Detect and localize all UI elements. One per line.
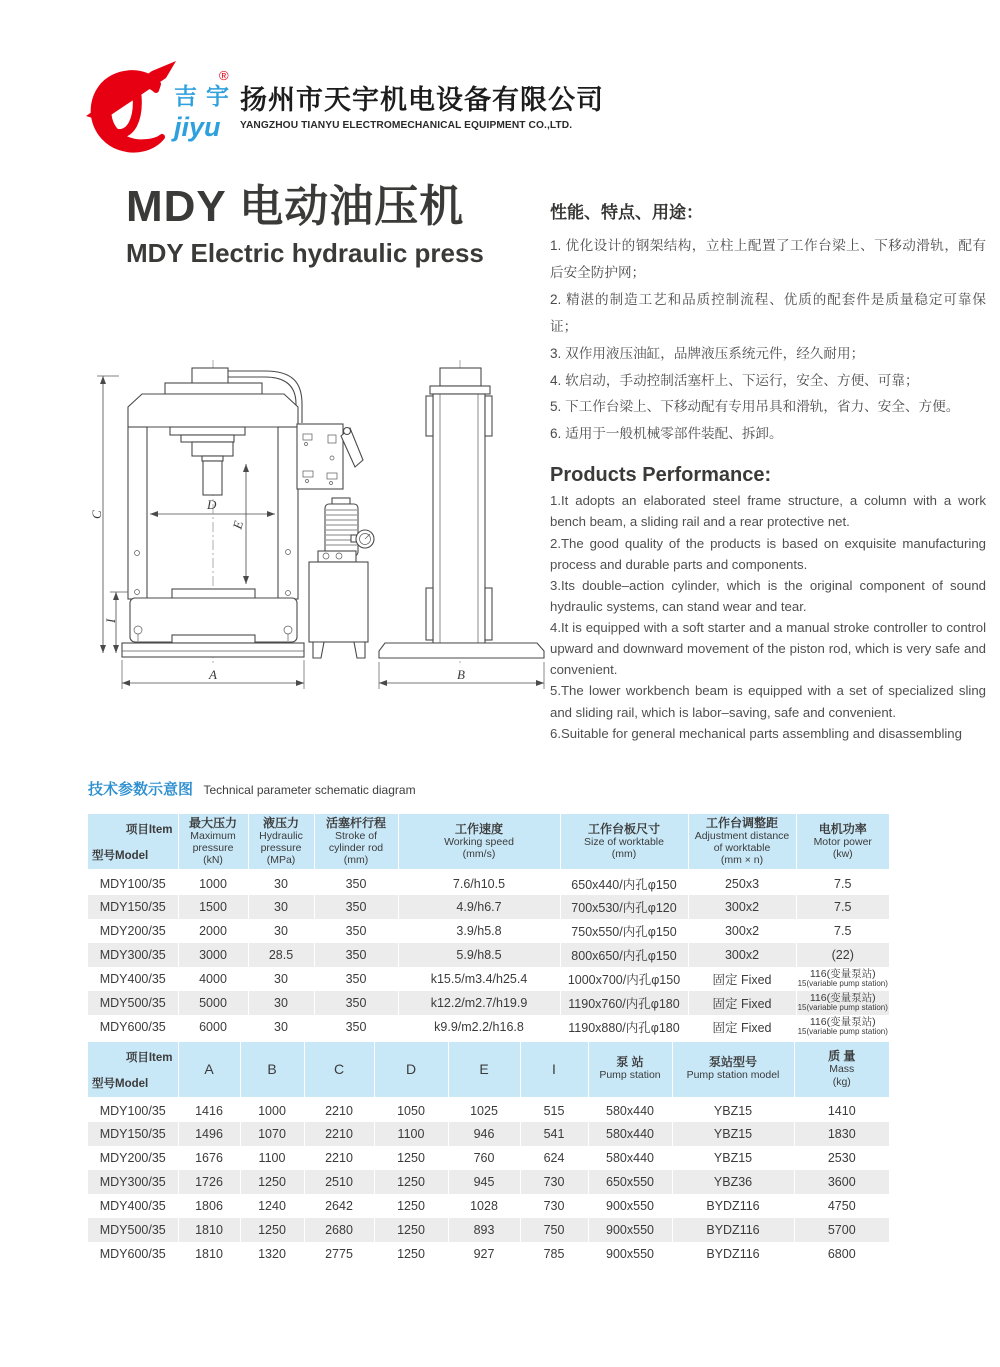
value-cell: 900x550 xyxy=(588,1218,672,1242)
value-cell: 300x2 xyxy=(688,895,796,919)
column-header: 工作台板尺寸 Size of worktable (mm) xyxy=(560,814,688,871)
value-cell: 116(变量泵站) 15(variable pump station) xyxy=(796,991,889,1015)
value-cell: 800x650/内孔φ150 xyxy=(560,943,688,967)
diagram-caption-zh: 技术参数示意图 xyxy=(88,781,194,798)
value-cell: 1676 xyxy=(178,1146,240,1170)
value-cell: 1000 xyxy=(240,1098,304,1122)
column-header: 电机功率 Motor power (kw) xyxy=(796,814,889,871)
list-item: 4. 软启动，手动控制活塞杆上、下运行，安全、方便、可靠； xyxy=(550,372,919,388)
table-row xyxy=(88,1218,889,1242)
column-header: E xyxy=(448,1042,520,1098)
value-cell: 3600 xyxy=(794,1170,889,1194)
table-row xyxy=(88,1194,889,1218)
value-cell: 580x440 xyxy=(588,1098,672,1122)
value-cell: 30 xyxy=(248,919,314,943)
list-item: 3.Its double–action cylinder, which is the original component of sound hydraulic systems, can stand wear and tear. xyxy=(550,577,986,614)
corner-model-label: 型号Model xyxy=(92,850,149,863)
column-header: 质 量 Mass (kg) xyxy=(794,1042,889,1098)
features-list xyxy=(550,233,986,448)
value-cell: k15.5/m3.4/h25.4 xyxy=(398,967,560,991)
column-header: D xyxy=(374,1042,448,1098)
value-cell: 1070 xyxy=(240,1122,304,1146)
company-name-en: YANGZHOU TIANYU ELECTROMECHANICAL EQUIPMENT CO.,LTD. xyxy=(240,120,573,131)
value-cell: 1028 xyxy=(448,1194,520,1218)
value-cell: 1250 xyxy=(240,1170,304,1194)
value-cell: 580x440 xyxy=(588,1146,672,1170)
value-cell: 30 xyxy=(248,871,314,895)
value-cell: 1050 xyxy=(374,1098,448,1122)
value-cell: 7.6/h10.5 xyxy=(398,871,560,895)
table-row xyxy=(88,895,889,919)
table-row xyxy=(88,1122,889,1146)
value-cell: 700x530/内孔φ120 xyxy=(560,895,688,919)
value-cell: 1410 xyxy=(794,1098,889,1122)
value-cell: YBZ15 xyxy=(672,1146,794,1170)
table1-grid xyxy=(88,814,889,1039)
value-cell: 946 xyxy=(448,1122,520,1146)
corner-item-label: 项目Item xyxy=(125,824,173,836)
value-cell: 2642 xyxy=(304,1194,374,1218)
table2-grid xyxy=(88,1042,889,1266)
value-cell: k9.9/m2.2/h16.8 xyxy=(398,1015,560,1039)
performance-heading: Products Performance: xyxy=(550,464,772,487)
model-cell: MDY300/35 xyxy=(99,1175,166,1189)
table-row xyxy=(88,967,889,991)
model-cell: MDY150/35 xyxy=(99,1127,166,1141)
value-cell: k12.2/m2.7/h19.9 xyxy=(398,991,560,1015)
value-cell: 30 xyxy=(248,895,314,919)
value-cell: 5700 xyxy=(794,1218,889,1242)
value-cell: 580x440 xyxy=(588,1122,672,1146)
value-cell: YBZ15 xyxy=(672,1098,794,1122)
model-cell: MDY400/35 xyxy=(99,1199,166,1213)
table-row xyxy=(88,919,889,943)
value-cell: (22) xyxy=(796,943,889,967)
value-cell: 固定 Fixed xyxy=(688,967,796,991)
jiyu-logo-icon xyxy=(78,52,248,162)
value-cell: 300x2 xyxy=(688,943,796,967)
value-cell: 2510 xyxy=(304,1170,374,1194)
list-item: 1. 优化设计的钢架结构，立柱上配置了工作台梁上、下移动滑轨，配有后安全防护网； xyxy=(550,238,986,280)
value-cell: 1025 xyxy=(448,1098,520,1122)
value-cell: 2210 xyxy=(304,1098,374,1122)
spec-table-dimensions xyxy=(88,1042,889,1266)
value-cell: 541 xyxy=(520,1122,588,1146)
value-cell: 730 xyxy=(520,1194,588,1218)
column-header: 泵站型号 Pump station model xyxy=(672,1042,794,1098)
table-row xyxy=(88,1015,889,1039)
value-cell: 4750 xyxy=(794,1194,889,1218)
value-cell: 1250 xyxy=(374,1242,448,1266)
value-cell: 1250 xyxy=(374,1218,448,1242)
model-cell: MDY300/35 xyxy=(99,947,166,962)
value-cell: 730 xyxy=(520,1170,588,1194)
list-item: 2. 精湛的制造工艺和品质控制流程、优质的配套件是质量稳定可靠保证； xyxy=(550,291,986,334)
column-header: I xyxy=(520,1042,588,1098)
table-row xyxy=(88,991,889,1015)
dim-label-i: I xyxy=(103,618,118,623)
diagram-caption-en: Technical parameter schematic diagram xyxy=(203,783,416,797)
value-cell: 固定 Fixed xyxy=(688,991,796,1015)
model-cell: MDY600/35 xyxy=(99,1247,166,1261)
value-cell: 300x2 xyxy=(688,919,796,943)
features-heading: 性能、特点、用途： xyxy=(550,203,703,222)
value-cell: 1500 xyxy=(178,895,248,919)
value-cell: 350 xyxy=(314,943,398,967)
value-cell: 760 xyxy=(448,1146,520,1170)
value-cell: 1250 xyxy=(374,1194,448,1218)
table-row xyxy=(88,1146,889,1170)
value-cell: 30 xyxy=(248,1015,314,1039)
value-cell: 624 xyxy=(520,1146,588,1170)
model-cell: MDY400/35 xyxy=(99,971,166,986)
table-row xyxy=(88,1170,889,1194)
value-cell: 1250 xyxy=(374,1170,448,1194)
dim-label-e: E xyxy=(229,519,247,531)
value-cell: 116(变量泵站) 15(variable pump station) xyxy=(796,1015,889,1039)
value-cell: 6800 xyxy=(794,1242,889,1266)
value-cell: 5.9/h8.5 xyxy=(398,943,560,967)
model-cell: MDY100/35 xyxy=(99,876,166,891)
value-cell: 1000x700/内孔φ150 xyxy=(560,967,688,991)
value-cell: 927 xyxy=(448,1242,520,1266)
product-title-zh: MDY 电动油压机 xyxy=(126,182,465,231)
product-title-block xyxy=(126,170,566,269)
value-cell: 1100 xyxy=(374,1122,448,1146)
value-cell: 4000 xyxy=(178,967,248,991)
value-cell: 30 xyxy=(248,967,314,991)
value-cell: BYDZ116 xyxy=(672,1218,794,1242)
model-cell: MDY150/35 xyxy=(99,899,166,914)
model-cell: MDY500/35 xyxy=(99,995,166,1010)
technical-drawing xyxy=(85,352,547,704)
list-item: 4.It is equipped with a soft starter and a manual stroke controller to control upward and downward movement of the piston rod, which is very safe and convenient. xyxy=(550,620,986,678)
column-header: B xyxy=(240,1042,304,1098)
table-row xyxy=(88,871,889,895)
value-cell: 5000 xyxy=(178,991,248,1015)
corner-header xyxy=(88,1042,178,1098)
value-cell: 250x3 xyxy=(688,871,796,895)
value-cell: 2210 xyxy=(304,1146,374,1170)
model-cell: MDY200/35 xyxy=(99,1151,166,1165)
value-cell: BYDZ116 xyxy=(672,1194,794,1218)
value-cell: 2775 xyxy=(304,1242,374,1266)
list-item: 5. 下工作台梁上、下移动配有专用吊具和滑轨，省力、安全、方便。 xyxy=(550,399,960,415)
column-header: 工作速度 Working speed (mm/s) xyxy=(398,814,560,871)
value-cell: 1190x760/内孔φ180 xyxy=(560,991,688,1015)
value-cell: 350 xyxy=(314,991,398,1015)
list-item: 5.The lower workbench beam is equipped with a set of specialized sling and sliding rail, which is labor–saving, safe and convenient. xyxy=(550,683,986,720)
corner-header xyxy=(88,814,178,871)
value-cell: 945 xyxy=(448,1170,520,1194)
table-row xyxy=(88,1098,889,1122)
brand-en: jiyu xyxy=(174,112,221,142)
company-logo xyxy=(78,52,248,162)
value-cell: 900x550 xyxy=(588,1194,672,1218)
spec-table-performance xyxy=(88,814,889,1039)
value-cell: 350 xyxy=(314,1015,398,1039)
list-item: 6. 适用于一般机械零部件装配、拆卸。 xyxy=(550,426,783,442)
dim-label-a: A xyxy=(209,667,217,682)
dim-label-d: D xyxy=(207,497,217,512)
value-cell: 893 xyxy=(448,1218,520,1242)
value-cell: 1726 xyxy=(178,1170,240,1194)
value-cell: 30 xyxy=(248,991,314,1015)
value-cell: 515 xyxy=(520,1098,588,1122)
value-cell: 350 xyxy=(314,871,398,895)
brand-zh: 吉宇 xyxy=(174,83,238,109)
value-cell: 1320 xyxy=(240,1242,304,1266)
value-cell: 1830 xyxy=(794,1122,889,1146)
value-cell: 350 xyxy=(314,895,398,919)
value-cell: 1250 xyxy=(374,1146,448,1170)
value-cell: BYDZ116 xyxy=(672,1242,794,1266)
value-cell: 6000 xyxy=(178,1015,248,1039)
list-item: 3. 双作用液压油缸，品牌液压系统元件，经久耐用； xyxy=(550,345,865,361)
value-cell: 1810 xyxy=(178,1242,240,1266)
column-header: 最大压力 Maximum pressure (kN) xyxy=(178,814,248,871)
value-cell: 900x550 xyxy=(588,1242,672,1266)
registered-mark: ® xyxy=(219,68,229,83)
model-cell: MDY100/35 xyxy=(99,1103,166,1118)
value-cell: 7.5 xyxy=(796,871,889,895)
corner-model-label: 型号Model xyxy=(92,1077,149,1090)
value-cell: 350 xyxy=(314,919,398,943)
diagram-caption xyxy=(88,778,416,799)
column-header: 工作台调整距 Adjustment distance of worktable (mm × n) xyxy=(688,814,796,871)
model-cell: MDY200/35 xyxy=(99,923,166,938)
value-cell: 2000 xyxy=(178,919,248,943)
value-cell: 1190x880/内孔φ180 xyxy=(560,1015,688,1039)
value-cell: 2680 xyxy=(304,1218,374,1242)
product-title-en: MDY Electric hydraulic press xyxy=(126,238,484,268)
model-cell: MDY500/35 xyxy=(99,1223,166,1237)
column-header: A xyxy=(178,1042,240,1098)
list-item: 1.It adopts an elaborated steel frame structure, a column with a work bench beam, a sliding rail and a rear protective net. xyxy=(550,493,986,530)
value-cell: 1806 xyxy=(178,1194,240,1218)
value-cell: YBZ15 xyxy=(672,1122,794,1146)
performance-list xyxy=(550,490,986,744)
value-cell: 785 xyxy=(520,1242,588,1266)
value-cell: 3000 xyxy=(178,943,248,967)
value-cell: 3.9/h5.8 xyxy=(398,919,560,943)
value-cell: 固定 Fixed xyxy=(688,1015,796,1039)
company-name-block xyxy=(240,78,660,131)
dim-label-b: B xyxy=(457,667,465,682)
value-cell: 1000 xyxy=(178,871,248,895)
column-header: 活塞杆行程 Stroke of cylinder rod (mm) xyxy=(314,814,398,871)
value-cell: 28.5 xyxy=(248,943,314,967)
table-row xyxy=(88,1242,889,1266)
value-cell: 350 xyxy=(314,967,398,991)
value-cell: YBZ36 xyxy=(672,1170,794,1194)
value-cell: 750x550/内孔φ150 xyxy=(560,919,688,943)
column-header: C xyxy=(304,1042,374,1098)
value-cell: 2530 xyxy=(794,1146,889,1170)
value-cell: 1416 xyxy=(178,1098,240,1122)
dim-label-c: C xyxy=(89,510,104,519)
value-cell: 2210 xyxy=(304,1122,374,1146)
value-cell: 650x440/内孔φ150 xyxy=(560,871,688,895)
value-cell: 750 xyxy=(520,1218,588,1242)
column-header: 液压力 Hydraulic pressure (MPa) xyxy=(248,814,314,871)
table-row xyxy=(88,943,889,967)
value-cell: 7.5 xyxy=(796,895,889,919)
value-cell: 1240 xyxy=(240,1194,304,1218)
corner-item-label: 项目Item xyxy=(125,1052,173,1064)
value-cell: 116(变量泵站) 15(variable pump station) xyxy=(796,967,889,991)
value-cell: 1496 xyxy=(178,1122,240,1146)
list-item: 6.Suitable for general mechanical parts assembling and disassembling xyxy=(550,725,962,741)
column-header: 泵 站 Pump station xyxy=(588,1042,672,1098)
value-cell: 1810 xyxy=(178,1218,240,1242)
model-cell: MDY600/35 xyxy=(99,1019,166,1034)
value-cell: 4.9/h6.7 xyxy=(398,895,560,919)
company-name-zh: 扬州市天宇机电设备有限公司 xyxy=(240,85,604,115)
value-cell: 650x550 xyxy=(588,1170,672,1194)
value-cell: 1100 xyxy=(240,1146,304,1170)
value-cell: 7.5 xyxy=(796,919,889,943)
value-cell: 1250 xyxy=(240,1218,304,1242)
right-text-column xyxy=(550,198,986,744)
list-item: 2.The good quality of the products is based on exquisite manufacturing process and durable parts and components. xyxy=(550,535,986,572)
